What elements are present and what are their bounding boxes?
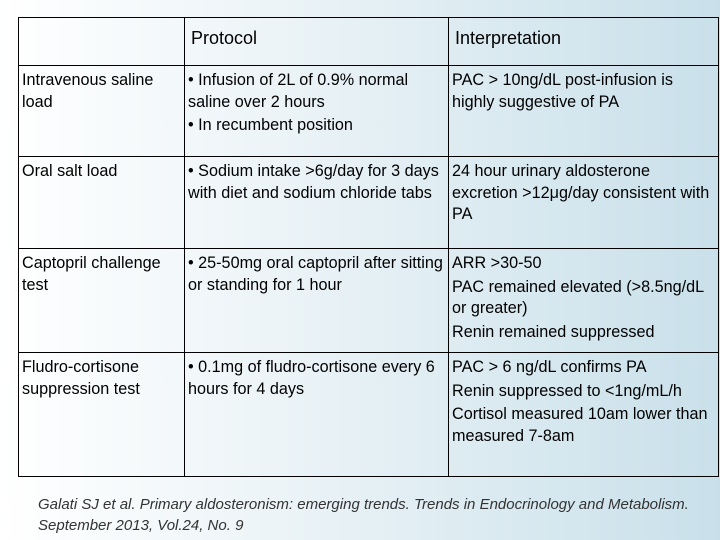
citation-text: Galati SJ et al. Primary aldosteronism: emerging trends. Trends in Endocrinology and Metabolism. September 2013, Vol.24, No. 9 [38, 496, 689, 534]
test-name: Captopril challenge test [19, 249, 185, 353]
table-row [19, 157, 719, 249]
table-row [19, 353, 719, 477]
header-empty [19, 18, 185, 66]
interpretation-cell [449, 353, 719, 477]
protocol-line: • In recumbent position [188, 116, 353, 134]
table-row [19, 66, 719, 157]
table-row [19, 249, 719, 353]
protocol-cell [185, 157, 449, 249]
test-name: Oral salt load [19, 157, 185, 249]
interpretation-cell [449, 66, 719, 157]
interpretation-line: Renin suppressed to <1ng/mL/h [452, 381, 682, 400]
protocol-line: • 0.1mg of fludro-cortisone every 6 hours for 4 days [188, 358, 435, 398]
table-header-row [19, 18, 719, 66]
protocol-cell [185, 353, 449, 477]
interpretation-line: 24 hour urinary aldosterone excretion >12μg/day consistent with PA [452, 162, 710, 223]
test-name: Fludro-cortisone suppression test [19, 353, 185, 477]
interpretation-line: PAC > 6 ng/dL confirms PA [452, 358, 647, 376]
interpretation-cell [449, 249, 719, 353]
protocol-line: • Infusion of 2L of 0.9% normal saline over 2 hours [188, 71, 409, 111]
interpretation-line: Renin remained suppressed [452, 322, 655, 341]
interpretation-line: Cortisol measured 10am lower than measured 7-8am [452, 405, 708, 445]
protocol-cell [185, 66, 449, 157]
header-interpretation: Interpretation [449, 18, 719, 66]
interpretation-line: PAC > 10ng/dL post-infusion is highly suggestive of PA [452, 71, 673, 111]
interpretation-cell [449, 157, 719, 249]
interpretation-line: ARR >30-50 [452, 254, 542, 272]
header-protocol: Protocol [185, 18, 449, 66]
protocol-cell [185, 249, 449, 353]
test-name: Intravenous saline load [19, 66, 185, 157]
protocol-line: • 25-50mg oral captopril after sitting or standing for 1 hour [188, 254, 443, 294]
protocol-table [18, 17, 719, 477]
protocol-line: • Sodium intake >6g/day for 3 days with diet and sodium chloride tabs [188, 162, 439, 202]
interpretation-line: PAC remained elevated (>8.5ng/dL or greater) [452, 277, 704, 317]
